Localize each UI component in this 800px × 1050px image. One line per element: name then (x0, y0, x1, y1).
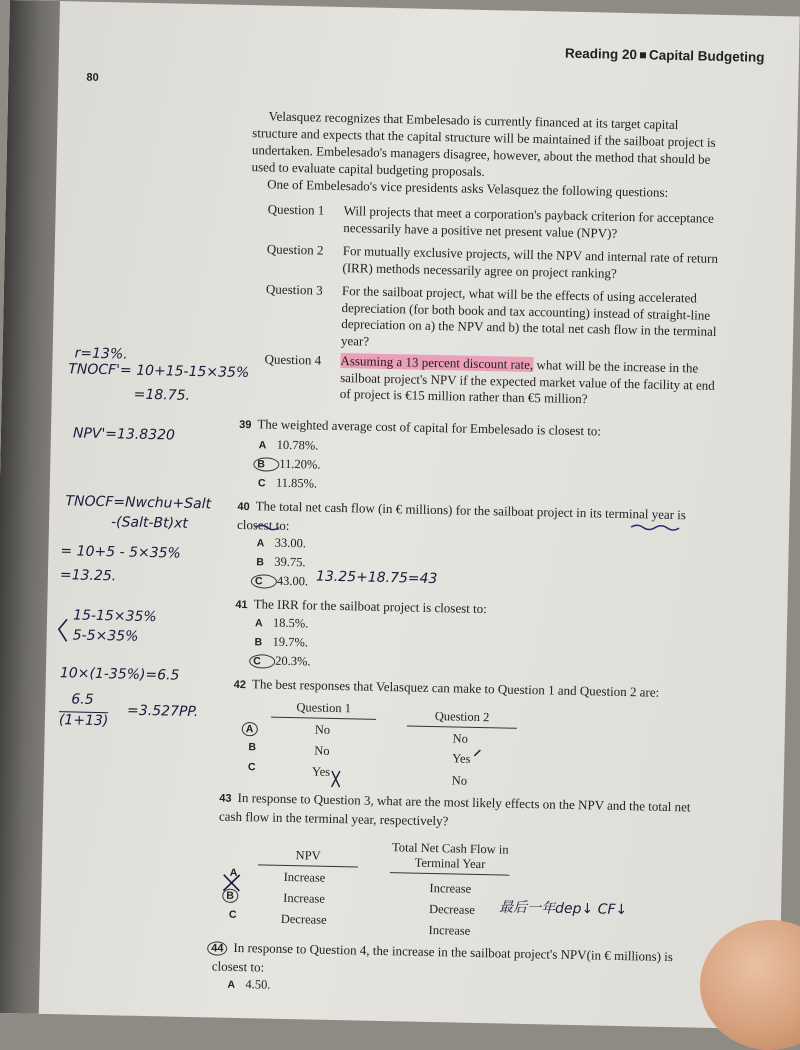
mcq-number: 39 (239, 418, 252, 432)
header-topic: Capital Budgeting (648, 47, 765, 65)
table-header-question-1: Question 1 (271, 700, 376, 720)
table-cell: Decrease (280, 911, 327, 927)
handwritten-note: -(Salt-Bt)xt (110, 514, 188, 532)
handwritten-note: NPV'=13.8320 (72, 425, 176, 444)
row-label[interactable]: C (228, 908, 237, 921)
row-label[interactable]: A (247, 721, 258, 736)
handwritten-note: (1+13) (58, 712, 109, 730)
page-number: 80 (86, 71, 99, 84)
option-41-b[interactable]: B 19.7%. (254, 634, 309, 650)
mcq-number: 42 (233, 678, 247, 692)
option-41-a[interactable]: A 18.5%. (254, 615, 309, 631)
handwritten-note: 13.25+18.75=43 (315, 568, 438, 588)
handwritten-note: 最后一年dep↓ CF↓ (498, 899, 628, 919)
option-40-a[interactable]: A 33.00. (256, 535, 307, 551)
cross-mark-icon (223, 875, 239, 891)
question-label: Question 4 (264, 351, 322, 368)
handwritten-note: =13.25. (59, 567, 117, 585)
table-cell: Yes (311, 764, 331, 779)
table-cell: Increase (283, 890, 326, 906)
table-header-question-2: Question 2 (407, 708, 517, 728)
handwritten-note: TNOCF=Nwchu+Salt (65, 493, 212, 513)
question-text: For the sailboat project, what will be the effects of using accelerated depreciation (for both book and tax accounting) instead of straight-line depreciation on a) the NPV and b) the total net cash flow in the terminal year? (340, 283, 717, 349)
handwritten-note: =3.527PP. (126, 702, 199, 721)
mcq-number: 43 (219, 792, 232, 805)
intro-line-1: Velasquez recognizes that Embelesado is currently financed at its target capital structure and expects that the capital structure will be maintained if the sailboat project is undertaken. Embelesado's managers disagree, however, about the method that should be used to evaluate capital budgeting proposals. (251, 108, 716, 179)
mcq-stem: The weighted average cost of capital for Embelesado is closest to: (257, 416, 602, 439)
question-text-rest: what will be the increase in the sailboat project's NPV if the expected market value of the facility at end of project is €15 million rather than €5 million? (339, 357, 715, 407)
option-40-c[interactable]: C 43.00. (256, 573, 309, 589)
mcq-stem: In response to Question 3, what are the most likely effects on the NPV and the total net cash flow in the terminal year, respectively? (218, 789, 691, 829)
table-cell: No (314, 743, 330, 758)
mcq-stem: The total net cash flow (in € millions) for the sailboat project in its terminal year is closest to: (236, 498, 687, 533)
mcq-stem: In response to Question 4, the increase in the sailboat project's NPV(in € millions) is closest to: (211, 939, 674, 975)
row-label[interactable]: A (229, 866, 238, 879)
table-cell: Increase (428, 922, 471, 938)
handwritten-note: 15-15×35% (72, 607, 157, 626)
mcq-number: 44 (207, 941, 228, 955)
underline-mark (255, 525, 279, 530)
row-label[interactable]: B (248, 741, 257, 754)
row-label[interactable]: C (247, 761, 256, 774)
handwritten-note: 10×(1-35%)=6.5 (59, 665, 180, 684)
option-40-b[interactable]: B 39.75. (256, 554, 306, 570)
underline-mark (631, 525, 679, 530)
handwritten-note: 5-5×35% (72, 627, 139, 645)
table-cell: Yes (452, 751, 471, 766)
option-39-a[interactable]: A 10.78%. (258, 437, 319, 453)
question-label: Question 1 (267, 201, 325, 218)
header-reading: Reading 20 (564, 45, 638, 63)
handwritten-note: TNOCF'= 10+15-15×35% (68, 361, 250, 382)
bracket-mark (59, 619, 67, 641)
handwritten-note: r=13%. (74, 345, 128, 363)
table-cell: Increase (429, 880, 472, 896)
mcq-stem: The IRR for the sailboat project is closest to: (253, 596, 488, 617)
mcq-number: 41 (235, 598, 248, 612)
table-cell: Decrease (428, 901, 475, 917)
option-39-c[interactable]: C 11.85%. (257, 475, 318, 491)
question-label: Question 3 (265, 281, 323, 298)
option-39-b[interactable]: B 11.20%. (258, 456, 321, 472)
question-text: For mutually exclusive projects, will the NPV and internal rate of return (IRR) methods necessarily agree on project ranking? (342, 243, 719, 281)
option-41-c[interactable]: C 20.3%. (254, 653, 311, 669)
row-label[interactable]: B (227, 888, 238, 903)
table-cell: Increase (283, 869, 326, 885)
table-cell: No (314, 722, 331, 737)
mcq-number: 40 (237, 500, 250, 514)
table-header-npv: NPV (258, 847, 358, 867)
table-cell: No (452, 731, 469, 746)
question-label: Question 2 (266, 241, 324, 258)
cross-mark-icon (474, 750, 480, 756)
handwritten-note: = 10+5 - 5×35% (60, 543, 181, 562)
handwritten-note: =18.75. (133, 386, 191, 404)
option-44-a[interactable]: A 4.50. (227, 977, 271, 992)
cross-mark-icon (332, 771, 340, 787)
mcq-stem: The best responses that Velasquez can make to Question 1 and Question 2 are: (251, 676, 660, 700)
table-cell: No (451, 773, 468, 788)
highlighted-text: Assuming a 13 percent discount rate, (340, 353, 534, 373)
table-header-cash-flow: Total Net Cash Flow in Terminal Year (390, 840, 511, 876)
intro-line-2: One of Embelesado's vice presidents asks Velasquez the following questions: (267, 176, 669, 200)
handwritten-note: 6.5 (71, 691, 94, 708)
question-text: Will projects that meet a corporation's payback criterion for acceptance necessarily have a positive net present value (NPV)? (343, 203, 715, 241)
